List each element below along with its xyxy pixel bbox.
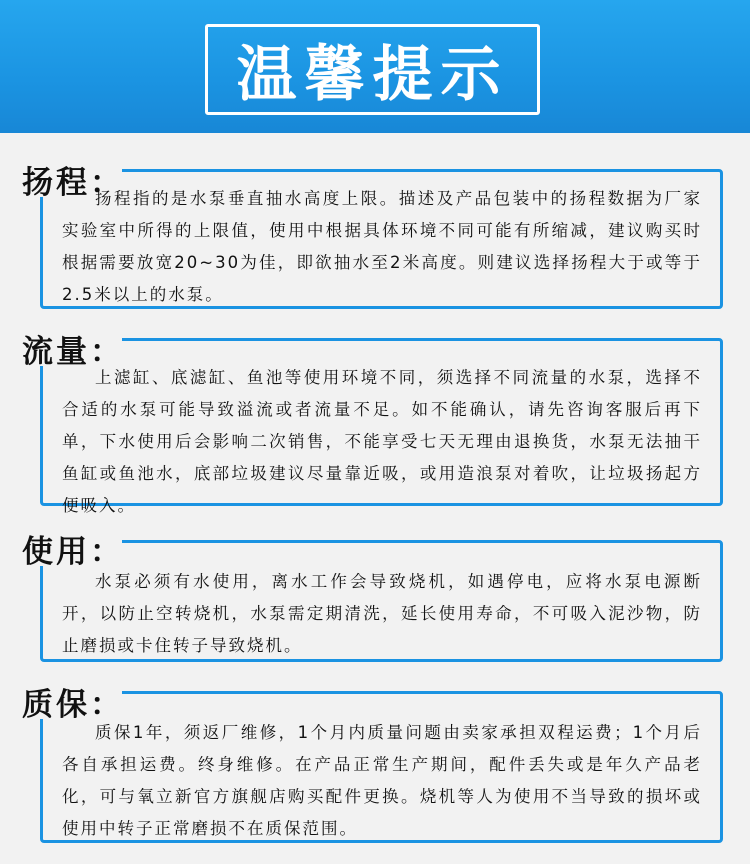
section-text: 上滤缸、底滤缸、鱼池等使用环境不同，须选择不同流量的水泵，选择不合适的水泵可能导致溢流或者流量不足。如不能确认，请先咨询客服后再下单，下水使用后会影响二次销售，不能享受七天无理由退换货，水泵无法抽干鱼缸或鱼池水，底部垃圾建议尽量靠近吸，或用造浪泵对着吹，让垃圾扬起方便吸入。 [62, 368, 702, 515]
section-label: 扬程： [22, 165, 124, 201]
section-warranty [0, 679, 750, 849]
header-banner [0, 0, 750, 133]
section-text: 水泵必须有水使用，离水工作会导致烧机，如遇停电，应将水泵电源断开，以防止空转烧机，水泵需定期清洗，延长使用寿命，不可吸入泥沙物，防止磨损或卡住转子导致烧机。 [62, 572, 702, 655]
section-text: 扬程指的是水泵垂直抽水高度上限。描述及产品包装中的扬程数据为厂家实验室中所得的上限值，使用中根据具体环境不同可能有所缩减，建议购买时根据需要放宽20~30为佳，即欲抽水至2米高度。则建议选择扬程大于或等于2.5米以上的水泵。 [62, 189, 702, 304]
section-label: 流量： [22, 334, 124, 370]
section-label: 质保： [22, 687, 124, 723]
section-head [0, 157, 750, 312]
section-usage [0, 526, 750, 666]
title-frame [205, 24, 540, 115]
section-text: 质保1年，须返厂维修，1个月内质量问题由卖家承担双程运费；1个月后各自承担运费。终身维修。在产品正常生产期间，配件丢失或是年久产品老化，可与氧立新官方旗舰店购买配件更换。烧机等人为使用不当导致的损坏或使用中转子正常磨损不在质保范围。 [62, 723, 702, 838]
section-label: 使用： [22, 534, 124, 570]
page-title: 温馨提示 [236, 39, 509, 110]
section-flow [0, 326, 750, 515]
